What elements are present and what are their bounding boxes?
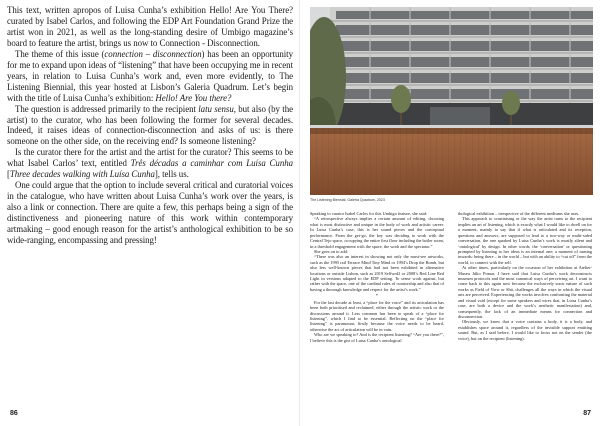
text-run: Is the curator there for the artist and the artist for the curator? This seems to be what Isabel Carlos’ text, entitled (7, 147, 293, 169)
essay-paragraph (7, 147, 293, 180)
essay-paragraph (7, 49, 293, 104)
essay-text (7, 5, 293, 246)
column-paragraph: Who are we speaking to? And is the recipient listening? “Are you there?”, I believe this is the gist of Luisa Cunha’s ontological (310, 332, 444, 343)
text-run: ], tells us. (154, 169, 189, 180)
section-separator: * (375, 293, 379, 299)
text-run: The theme of this issue ( (15, 48, 105, 59)
text-column-1 (310, 211, 444, 343)
italic-text: Hello! Are You there? (155, 92, 232, 103)
photo-caption: The Listening Biennial, Galeria Quadrum, 2023 (310, 198, 385, 202)
column-paragraph: Obviously, we know that a voice contains a body, it is a body, and establishes space around it, regardless of the invisible support emitting sound. But, as I said before, I would like to focus not on the sender (the voice), but on the recipient (listening). (458, 319, 592, 341)
italic-text: Three decades walking with Luísa Cunha (9, 169, 155, 180)
essay-paragraph (7, 5, 293, 49)
page-number-right: 87 (583, 410, 591, 417)
column-paragraph: Speaking to curator Isabel Carlos for this Umbigo feature, she said: (310, 211, 428, 216)
text-run: This text, written apropos of Luisa Cunha’s exhibition Hello! Are You There? curated by Isabel Carlos, and following the EDP Art Foundation Grand Prize the artist won in 2021, as well as the long-standing desire of Umbigo magazine’s board to feature the artist, brings us now to Connection - Disconnection. (7, 5, 293, 48)
italic-text: latu sensu (198, 103, 234, 114)
text-run: , but also (by the artist) to the curator, who has been following the former for several decades. Indeed, it raises ideas of connection-disconnection and asks of us: is there someone on the other side, on the receiving end? Is someone listening? (7, 103, 294, 147)
right-page (300, 0, 600, 426)
italic-text: Três décadas a caminhar com Luísa Cunha (130, 158, 293, 169)
essay-paragraph (7, 104, 293, 148)
text-run: The question is addressed primarily to the recipient (15, 103, 199, 114)
column-paragraph: For the last decade at least, a “place for the voice” and its articulation has been both prioritised and reclaimed, either through the artistic work or the discussions around it. Less common has been to speak of a “place for listening”, which I find to be essential. Reflecting on the “place for listening” is paramount, firstly because the voice needs to be heard, otherwise the act of articulation will be in vain. (310, 299, 444, 332)
column-paragraph: She goes on to add: (314, 248, 349, 254)
column-paragraph: thological exhibition – irrespective of the different mediums she uses. (458, 211, 580, 216)
page-number-left: 86 (10, 410, 18, 417)
exhibition-photo (310, 7, 593, 195)
text-column-2 (458, 211, 592, 341)
column-paragraph: At other times, particularly on the occasion of her exhibition at Atelier-Museu Júlio Pomar, I have said that Luisa Cunha’s work deconstructs museum protocols and the most canonical ways of perceiving art. I want to come back to this again now because the exclusively sonic nature of such works as Field of View or Shú, challenges all the ways in which the visual arts are perceived. Experiencing the works involves confronting the material and visual void (except for some speakers and wires that, in Luisa Cunha’s case, are both a device and the work’s aesthetic manifestation) and, consequently, the lack of an immediate means for connection and disconnection. (458, 265, 592, 320)
text-run: ) has been an opportunity for me to expand upon ideas of “listening” that have been occupying me in recent years, in relation to Luisa Cunha’s work and, even more evidently, to The Listening Biennial, this year hosted at Lisbon’s Galeria Quadrum. Let’s begin with the title of Luisa Cunha’s exhibition: (7, 48, 293, 103)
column-paragraph: “There was also an interest in showing not only the must-see artworks, such as the 1995 rail Terrace Mind Tiny Mind or 1994’s Drop the Bomb, but also less well-known pieces that had not been exhibited in alternative locations or outside Lisbon, such as 2019 Selfwrd2 or 2008’s Red Line Red Light in versions adapted to the EDP setting. To sense work against, but rather with the space, one of the cardinal rules of curatorship and also that of having a thorough knowledge and respect for the artist’s work.” (310, 254, 444, 292)
text-run: [ (7, 169, 10, 180)
column-paragraph: “A retrospective always implies a certain amount of editing, choosing what is most distinctive and unique in the body of work and artistic career. In Luisa Cunha’s case, this is her sound pieces and the conceptual performance. From the get-go, the key was deciding to work with the Central Tejo space, occupying the entire first floor including the boiler room, in a threshold engagement with the space, the work and the spectator.” (310, 216, 444, 249)
column-paragraph: This approach to scrutinising or the way the artist turns to the recipient implies an art of listening, which is exactly what I would like to dwell on for a moment, mainly to say that if what is articulated and its reception, questions and answers, are supposed to lead to a two-way or multi-sided conversation, the one sparked by Luisa Cunha’s work is mostly silent and ‘ontological’ by design. In other words, the ‘conversation’ or questioning prompted by listening to her ideas is an internal one; a moment of turning inwards: being there – in the world – but with an ability to “cut off” from the world, to connect with the self. (458, 216, 592, 265)
italic-text: connection – disconnection (104, 48, 202, 59)
essay-paragraph (7, 180, 293, 246)
text-run: One could argue that the option to include several critical and curatorial voices in the catalogue, who have written about Luisa Cunha’s work over the years, is also a link or connection. There are quite a few, this perhaps being a sign of the distinctiveness and pioneering nature of this work within contemporary artmaking – good enough reason for the artist’s anthological exhibition to be so wide-ranging, encompassing and pressing! (7, 180, 293, 246)
